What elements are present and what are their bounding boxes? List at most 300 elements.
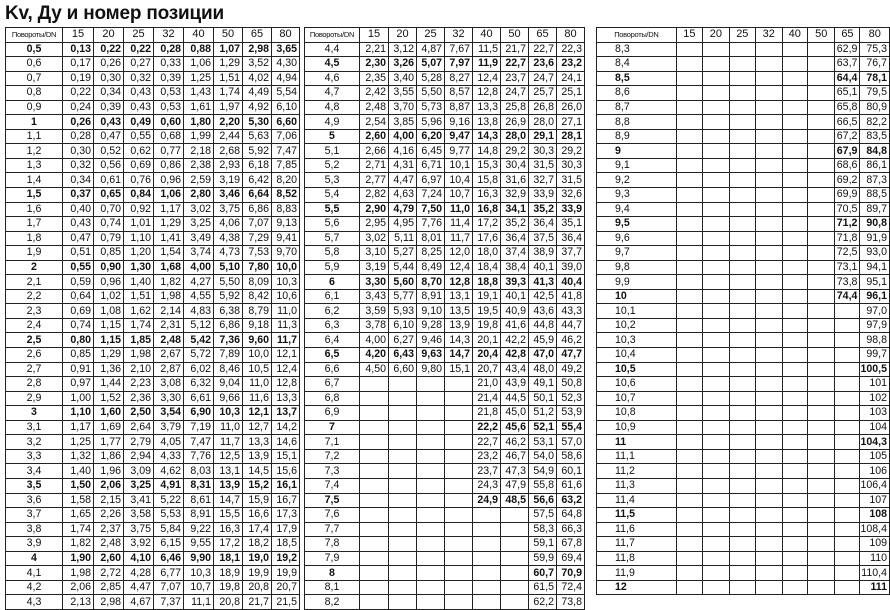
kv-cell: 28,1 [557,129,585,144]
kv-cell: 10,3 [272,275,300,290]
kv-cell: 4,50 [360,362,389,377]
kv-cell [756,173,782,188]
kv-cell [756,158,782,173]
kv-cell: 74,4 [835,289,860,304]
kv-cell [360,595,389,610]
kv-cell [473,551,501,566]
kv-cell: 46,2 [501,435,529,450]
kv-cell [417,566,445,581]
kv-cell [756,275,782,290]
kv-cell: 44,5 [501,391,529,406]
kv-cell [729,449,755,464]
kv-cell [703,231,729,246]
kv-table-3 [596,27,890,595]
kv-cell [756,217,782,232]
kv-cell: 2,23 [124,377,154,392]
kv-cell: 5,73 [417,100,445,115]
kv-cell [756,493,782,508]
table-row [6,377,300,392]
kv-cell: 18,5 [272,537,300,552]
turns-cell: 10,4 [597,348,677,363]
kv-cell [676,188,702,203]
kv-cell: 20,4 [473,348,501,363]
kv-cell: 0,70 [94,202,124,217]
kv-cell: 1,01 [124,217,154,232]
kv-cell [676,129,702,144]
kv-cell [445,508,473,523]
kv-cell [417,551,445,566]
kv-cell: 2,94 [124,449,154,464]
kv-cell: 0,84 [124,188,154,203]
kv-cell: 0,33 [154,57,184,72]
header-dn-15: 15 [63,28,94,43]
kv-cell: 0,43 [63,217,94,232]
kv-cell: 16,7 [272,493,300,508]
kv-cell: 28,0 [501,129,529,144]
kv-cell: 0,96 [154,173,184,188]
kv-cell [729,493,755,508]
kv-cell: 11,9 [473,57,501,72]
kv-cell: 6,90 [184,406,214,421]
kv-cell: 6,27 [389,333,417,348]
kv-cell [782,173,808,188]
kv-cell: 2,90 [360,202,389,217]
turns-cell: 10,8 [597,406,677,421]
kv-cell [782,391,808,406]
turns-cell: 4,1 [6,566,63,581]
kv-cell: 0,34 [63,173,94,188]
kv-cell: 79,5 [860,86,890,101]
kv-cell: 70,9 [557,566,585,581]
table-row [597,580,890,595]
kv-cell: 25,7 [529,86,557,101]
kv-cell: 1,41 [154,231,184,246]
turns-cell: 2,8 [6,377,63,392]
turns-cell: 2,7 [6,362,63,377]
kv-cell: 12,8 [272,377,300,392]
turns-cell: 6,1 [305,289,360,304]
turns-cell: 8,4 [597,57,677,72]
kv-cell [782,289,808,304]
kv-cell: 60,7 [529,566,557,581]
kv-cell [782,508,808,523]
kv-cell: 50,1 [529,391,557,406]
kv-cell: 83,5 [860,129,890,144]
kv-cell [360,537,389,552]
kv-cell [473,595,501,610]
table-row [6,435,300,450]
kv-cell: 26,0 [557,100,585,115]
kv-cell: 9,55 [184,537,214,552]
kv-cell [729,348,755,363]
table-row [597,318,890,333]
kv-cell: 13,3 [243,435,272,450]
kv-cell: 47,7 [557,348,585,363]
kv-cell: 14,8 [473,144,501,159]
kv-cell: 1,08 [94,304,124,319]
kv-cell: 47,9 [501,478,529,493]
kv-cell: 1,74 [124,318,154,333]
kv-cell: 4,00 [184,260,214,275]
kv-cell: 4,49 [243,86,272,101]
turns-cell: 1,6 [6,202,63,217]
kv-cell [417,478,445,493]
kv-cell: 0,53 [154,86,184,101]
kv-cell: 73,1 [835,260,860,275]
kv-cell [756,115,782,130]
kv-cell: 38,4 [501,260,529,275]
kv-cell: 1,29 [94,348,124,363]
turns-cell: 2 [6,260,63,275]
kv-cell: 6,60 [389,362,417,377]
kv-cell: 46,7 [501,449,529,464]
kv-cell [729,173,755,188]
kv-cell [473,580,501,595]
table-row [597,246,890,261]
kv-cell: 7,29 [243,231,272,246]
kv-cell: 0,13 [63,42,94,57]
turns-cell: 4,6 [305,71,360,86]
kv-cell: 49,1 [529,377,557,392]
kv-cell [729,464,755,479]
kv-cell [756,580,782,595]
kv-cell [835,420,860,435]
kv-cell: 100,5 [860,362,890,377]
kv-cell [782,406,808,421]
table-row [597,275,890,290]
table-row [305,144,585,159]
turns-cell: 1 [6,115,63,130]
kv-cell: 21,7 [243,595,272,610]
kv-cell: 5,96 [417,115,445,130]
kv-cell [782,158,808,173]
kv-cell [676,115,702,130]
table-row [305,202,585,217]
kv-cell [808,100,835,115]
kv-cell: 14,7 [214,493,243,508]
kv-cell [703,71,729,86]
table-row [6,420,300,435]
kv-cell: 10,3 [184,566,214,581]
kv-cell: 4,92 [243,100,272,115]
turns-cell: 9 [597,144,677,159]
turns-cell: 2,3 [6,304,63,319]
kv-cell: 58,3 [529,522,557,537]
kv-cell: 0,88 [184,42,214,57]
kv-cell [360,551,389,566]
kv-cell: 73,8 [835,275,860,290]
kv-cell: 2,50 [124,406,154,421]
kv-cell: 2,80 [184,188,214,203]
kv-cell: 8,42 [243,289,272,304]
kv-cell: 1,74 [63,522,94,537]
kv-cell [703,246,729,261]
kv-cell: 4,33 [154,449,184,464]
turns-cell: 10 [597,289,677,304]
kv-cell [501,580,529,595]
kv-cell [360,478,389,493]
table-row [6,348,300,363]
table-row [305,493,585,508]
table-row [597,435,890,450]
table-row [6,100,300,115]
kv-cell: 6,32 [184,377,214,392]
table-row [6,304,300,319]
kv-cell [756,435,782,450]
kv-cell: 109 [860,537,890,552]
kv-cell: 8,27 [445,71,473,86]
kv-cell: 0,69 [124,158,154,173]
turns-cell: 2,5 [6,333,63,348]
kv-cell: 3,08 [154,377,184,392]
kv-cell: 42,5 [529,289,557,304]
kv-cell [703,333,729,348]
turns-cell: 5,2 [305,158,360,173]
kv-cell: 25,8 [501,100,529,115]
kv-cell: 23,7 [473,464,501,479]
kv-cell [835,362,860,377]
kv-cell: 14,5 [243,464,272,479]
kv-cell [808,275,835,290]
turns-cell: 1,9 [6,246,63,261]
kv-cell: 1,15 [94,333,124,348]
kv-cell: 69,4 [557,551,585,566]
turns-cell: 5,8 [305,246,360,261]
kv-cell: 31,6 [501,173,529,188]
kv-cell: 20,1 [473,333,501,348]
kv-cell: 51,2 [529,406,557,421]
kv-cell: 2,59 [184,173,214,188]
kv-cell: 2,68 [214,144,243,159]
kv-cell: 47,0 [529,348,557,363]
kv-cell: 21,4 [473,391,501,406]
kv-cell [729,71,755,86]
kv-cell [389,391,417,406]
kv-cell: 71,2 [835,217,860,232]
kv-cell: 90,8 [860,217,890,232]
kv-cell: 22,2 [473,420,501,435]
kv-cell: 0,47 [94,129,124,144]
turns-cell: 10,1 [597,304,677,319]
kv-cell [756,551,782,566]
kv-cell [389,537,417,552]
kv-cell [703,420,729,435]
kv-cell: 88,5 [860,188,890,203]
kv-cell: 67,8 [557,537,585,552]
kv-cell [729,522,755,537]
kv-cell: 0,68 [154,129,184,144]
kv-cell: 1,15 [94,318,124,333]
kv-cell: 12,1 [272,348,300,363]
kv-cell: 96,1 [860,289,890,304]
kv-cell [501,551,529,566]
table-row [6,144,300,159]
header-dn-40: 40 [782,28,808,43]
kv-cell: 5,42 [184,333,214,348]
table-row [597,115,890,130]
kv-cell [835,348,860,363]
kv-cell [729,580,755,595]
kv-cell: 0,37 [63,188,94,203]
kv-cell: 5,50 [417,86,445,101]
kv-cell [808,188,835,203]
kv-cell [676,406,702,421]
kv-cell [808,86,835,101]
kv-cell [729,115,755,130]
kv-cell: 8,03 [184,464,214,479]
kv-cell: 1,50 [63,478,94,493]
kv-cell: 21,8 [473,406,501,421]
kv-cell [360,580,389,595]
kv-cell: 52,3 [557,391,585,406]
kv-cell [756,449,782,464]
kv-cell [835,522,860,537]
kv-cell: 44,8 [529,318,557,333]
table-row [6,246,300,261]
kv-cell: 3,59 [360,304,389,319]
turns-cell: 7,8 [305,537,360,552]
kv-cell: 2,36 [124,391,154,406]
kv-cell: 29,1 [529,129,557,144]
kv-cell: 9,80 [417,362,445,377]
table-row [597,566,890,581]
turns-cell: 5,5 [305,202,360,217]
kv-cell: 13,8 [473,115,501,130]
kv-cell: 22,7 [529,42,557,57]
turns-cell: 5,7 [305,231,360,246]
kv-cell: 107 [860,493,890,508]
kv-cell: 2,77 [360,173,389,188]
kv-cell: 52,1 [529,420,557,435]
table-row [597,217,890,232]
header-dn-15: 15 [360,28,389,43]
kv-cell: 6,20 [417,129,445,144]
kv-cell [808,158,835,173]
kv-cell: 1,52 [94,391,124,406]
kv-cell: 63,7 [835,57,860,72]
kv-cell: 3,10 [360,246,389,261]
turns-cell: 1,7 [6,217,63,232]
table-row [305,188,585,203]
kv-cell [676,449,702,464]
kv-cell: 6,15 [154,537,184,552]
kv-cell [756,100,782,115]
kv-cell: 73,8 [557,595,585,610]
turns-cell: 3,4 [6,464,63,479]
kv-cell: 2,13 [63,595,94,610]
kv-cell: 3,30 [154,391,184,406]
kv-cell: 0,26 [63,115,94,130]
table-row [6,551,300,566]
turns-cell: 5 [305,129,360,144]
kv-cell: 15,2 [243,478,272,493]
turns-cell: 6,4 [305,333,360,348]
kv-cell [756,71,782,86]
kv-cell: 4,30 [272,57,300,72]
kv-cell: 0,24 [63,100,94,115]
table-row [305,333,585,348]
header-dn-32: 32 [445,28,473,43]
kv-table-1 [5,27,300,610]
table-row [6,260,300,275]
kv-cell: 20,8 [243,580,272,595]
kv-cell: 6,61 [184,391,214,406]
kv-cell: 10,7 [184,580,214,595]
kv-cell [703,188,729,203]
kv-cell [445,522,473,537]
kv-cell [417,537,445,552]
table-row [597,173,890,188]
kv-cell [389,508,417,523]
kv-cell: 8,70 [417,275,445,290]
kv-cell: 2,98 [94,595,124,610]
kv-cell: 68,6 [835,158,860,173]
kv-cell: 2,64 [124,420,154,435]
kv-cell: 3,92 [124,537,154,552]
kv-cell: 5,07 [417,57,445,72]
kv-cell [703,508,729,523]
kv-cell: 10,0 [272,260,300,275]
header-dn-50: 50 [214,28,243,43]
kv-cell: 8,31 [184,478,214,493]
kv-cell: 2,10 [124,362,154,377]
kv-cell: 2,48 [360,100,389,115]
kv-cell: 23,2 [473,449,501,464]
kv-cell: 1,98 [124,348,154,363]
kv-cell [473,522,501,537]
kv-cell [808,391,835,406]
turns-cell: 11,8 [597,551,677,566]
kv-cell: 1,07 [214,42,243,57]
table-row [6,158,300,173]
kv-cell: 33,9 [529,188,557,203]
kv-cell: 49,2 [557,362,585,377]
kv-cell [676,551,702,566]
kv-cell: 18,9 [214,566,243,581]
kv-cell: 53,9 [557,406,585,421]
kv-cell [808,231,835,246]
kv-cell: 0,65 [94,188,124,203]
turns-cell: 8,7 [597,100,677,115]
table-row [6,537,300,552]
kv-cell [808,333,835,348]
kv-cell: 35,2 [529,202,557,217]
turns-cell: 9,4 [597,202,677,217]
kv-cell: 47,3 [501,464,529,479]
kv-cell: 17,4 [243,522,272,537]
kv-cell: 4,05 [154,435,184,450]
table-row [6,493,300,508]
table-row [6,231,300,246]
table-header-row [597,28,890,43]
kv-cell: 43,4 [501,362,529,377]
kv-cell: 1,68 [154,260,184,275]
kv-cell: 12,8 [473,86,501,101]
kv-cell: 2,66 [360,144,389,159]
kv-cell: 8,46 [214,362,243,377]
kv-cell: 9,77 [445,144,473,159]
kv-cell [360,406,389,421]
kv-cell: 12,4 [473,71,501,86]
kv-cell: 1,69 [94,420,124,435]
kv-cell [703,348,729,363]
turns-cell: 3,2 [6,435,63,450]
kv-cell: 3,70 [389,100,417,115]
kv-cell: 2,38 [184,158,214,173]
turns-cell: 7,5 [305,493,360,508]
kv-cell: 104,3 [860,435,890,450]
kv-cell [445,420,473,435]
